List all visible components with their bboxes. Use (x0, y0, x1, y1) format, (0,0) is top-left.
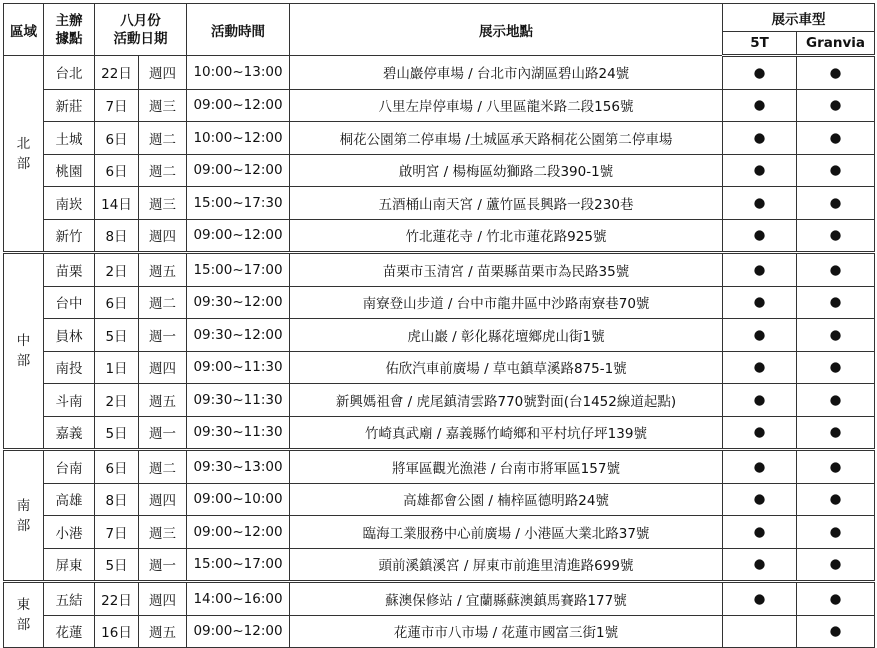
region-header: 區域 (4, 4, 44, 56)
site-cell: 新竹 (44, 219, 95, 253)
region-cell (4, 253, 44, 450)
time-cell: 09:30~13:00 (187, 450, 290, 484)
day-cell: 1日 (95, 351, 139, 384)
header-row (4, 4, 875, 32)
table-row (4, 122, 875, 155)
model-5t-cell: ● (723, 56, 797, 90)
location-cell: 將軍區觀光漁港 / 台南市將軍區157號 (290, 450, 723, 484)
site-cell: 南投 (44, 351, 95, 384)
day-cell: 7日 (95, 89, 139, 122)
site-cell: 新莊 (44, 89, 95, 122)
model-5t-cell: ● (723, 582, 797, 616)
table-row (4, 154, 875, 187)
organizer-header-line2: 據點 (55, 30, 83, 47)
weekday-cell: 週四 (139, 351, 187, 384)
day-cell: 22日 (95, 582, 139, 616)
table-row (4, 450, 875, 484)
schedule-body (4, 56, 875, 648)
weekday-cell: 週四 (139, 582, 187, 616)
models-header: 展示車型 (723, 4, 875, 32)
weekday-cell: 週二 (139, 450, 187, 484)
time-cell: 10:00~13:00 (187, 56, 290, 90)
table-row (4, 253, 875, 287)
time-cell: 09:00~12:00 (187, 219, 290, 253)
location-cell: 虎山巖 / 彰化縣花壇鄉虎山街1號 (290, 319, 723, 352)
month-header-line2: 活動日期 (113, 30, 168, 47)
model-granvia-cell: ● (797, 384, 875, 417)
time-cell: 09:00~12:00 (187, 154, 290, 187)
time-cell: 10:00~12:00 (187, 122, 290, 155)
weekday-cell: 週四 (139, 483, 187, 516)
location-cell: 新興媽祖會 / 虎尾鎮清雲路770號對面(台1452線道起點) (290, 384, 723, 417)
site-cell: 五結 (44, 582, 95, 616)
table-row (4, 319, 875, 352)
time-cell: 09:30~12:00 (187, 286, 290, 319)
day-cell: 2日 (95, 384, 139, 417)
location-cell: 桐花公園第二停車場 /土城區承天路桐花公園第二停車場 (290, 122, 723, 155)
time-cell: 15:00~17:30 (187, 187, 290, 220)
table-row (4, 89, 875, 122)
time-cell: 09:30~12:00 (187, 319, 290, 352)
time-cell: 09:00~11:30 (187, 351, 290, 384)
day-cell: 7日 (95, 516, 139, 549)
table-row (4, 615, 875, 648)
model-granvia-header: Granvia (797, 32, 875, 56)
weekday-cell: 週一 (139, 319, 187, 352)
model-5t-cell: ● (723, 548, 797, 582)
location-cell: 八里左岸停車場 / 八里區龍米路二段156號 (290, 89, 723, 122)
site-cell: 台中 (44, 286, 95, 319)
location-cell: 竹崎真武廟 / 嘉義縣竹崎鄉和平村坑仔坪139號 (290, 416, 723, 450)
model-granvia-cell: ● (797, 483, 875, 516)
time-cell: 14:00~16:00 (187, 582, 290, 616)
model-5t-cell: ● (723, 154, 797, 187)
model-5t-cell (723, 615, 797, 648)
model-granvia-cell: ● (797, 548, 875, 582)
weekday-cell: 週五 (139, 384, 187, 417)
weekday-cell: 週四 (139, 219, 187, 253)
table-row (4, 384, 875, 417)
model-5t-cell: ● (723, 384, 797, 417)
location-cell: 五酒桶山南天宮 / 蘆竹區長興路一段230巷 (290, 187, 723, 220)
month-header-line1: 八月份 (120, 12, 161, 29)
organizer-header-line1: 主辦 (55, 12, 83, 29)
location-header: 展示地點 (290, 4, 723, 56)
weekday-cell: 週一 (139, 416, 187, 450)
weekday-cell: 週四 (139, 56, 187, 90)
day-cell: 5日 (95, 319, 139, 352)
time-cell: 09:30~11:30 (187, 384, 290, 417)
site-cell: 嘉義 (44, 416, 95, 450)
table-row (4, 548, 875, 582)
model-granvia-cell: ● (797, 416, 875, 450)
model-granvia-cell: ● (797, 219, 875, 253)
time-cell: 15:00~17:00 (187, 548, 290, 582)
time-cell: 09:00~12:00 (187, 516, 290, 549)
weekday-cell: 週五 (139, 253, 187, 287)
region-char: 南 (16, 497, 31, 514)
model-5t-cell: ● (723, 219, 797, 253)
model-granvia-cell: ● (797, 516, 875, 549)
model-granvia-cell: ● (797, 154, 875, 187)
model-granvia-cell: ● (797, 122, 875, 155)
model-5t-header: 5T (723, 32, 797, 56)
day-cell: 8日 (95, 219, 139, 253)
site-cell: 台南 (44, 450, 95, 484)
time-cell: 09:00~12:00 (187, 615, 290, 648)
organizer-header (44, 4, 95, 56)
day-cell: 6日 (95, 122, 139, 155)
site-cell: 南崁 (44, 187, 95, 220)
region-cell (4, 582, 44, 648)
model-granvia-cell: ● (797, 450, 875, 484)
model-granvia-cell: ● (797, 89, 875, 122)
region-char: 北 (16, 135, 31, 152)
model-granvia-cell: ● (797, 582, 875, 616)
site-cell: 土城 (44, 122, 95, 155)
site-cell: 台北 (44, 56, 95, 90)
model-5t-cell: ● (723, 286, 797, 319)
site-cell: 斗南 (44, 384, 95, 417)
site-cell: 花蓮 (44, 615, 95, 648)
model-5t-cell: ● (723, 253, 797, 287)
weekday-cell: 週三 (139, 187, 187, 220)
location-cell: 苗栗市玉清宮 / 苗栗縣苗栗市為民路35號 (290, 253, 723, 287)
site-cell: 高雄 (44, 483, 95, 516)
location-cell: 臨海工業服務中心前廣場 / 小港區大業北路37號 (290, 516, 723, 549)
site-cell: 員林 (44, 319, 95, 352)
model-5t-cell: ● (723, 187, 797, 220)
time-cell: 15:00~17:00 (187, 253, 290, 287)
time-header: 活動時間 (187, 4, 290, 56)
table-row (4, 582, 875, 616)
location-cell: 竹北蓮花寺 / 竹北市蓮花路925號 (290, 219, 723, 253)
site-cell: 屏東 (44, 548, 95, 582)
weekday-cell: 週一 (139, 548, 187, 582)
day-cell: 22日 (95, 56, 139, 90)
region-char: 部 (16, 353, 31, 369)
model-5t-cell: ● (723, 450, 797, 484)
weekday-cell: 週二 (139, 286, 187, 319)
table-row (4, 56, 875, 90)
location-cell: 南寮登山步道 / 台中市龍井區中沙路南寮巷70號 (290, 286, 723, 319)
weekday-cell: 週二 (139, 122, 187, 155)
day-cell: 14日 (95, 187, 139, 220)
model-granvia-cell: ● (797, 56, 875, 90)
model-granvia-cell: ● (797, 615, 875, 648)
location-cell: 蘇澳保修站 / 宜蘭縣蘇澳鎮馬賽路177號 (290, 582, 723, 616)
day-cell: 2日 (95, 253, 139, 287)
model-granvia-cell: ● (797, 187, 875, 220)
weekday-cell: 週二 (139, 154, 187, 187)
month-date-header (95, 4, 187, 56)
model-granvia-cell: ● (797, 351, 875, 384)
day-cell: 6日 (95, 450, 139, 484)
day-cell: 5日 (95, 416, 139, 450)
time-cell: 09:00~10:00 (187, 483, 290, 516)
site-cell: 苗栗 (44, 253, 95, 287)
model-5t-cell: ● (723, 483, 797, 516)
weekday-cell: 週五 (139, 615, 187, 648)
table-row (4, 286, 875, 319)
location-cell: 佑欣汽車前廣場 / 草屯鎮草溪路875-1號 (290, 351, 723, 384)
table-row (4, 516, 875, 549)
region-cell (4, 450, 44, 582)
location-cell: 花蓮市市八市場 / 花蓮市國富三街1號 (290, 615, 723, 648)
model-granvia-cell: ● (797, 286, 875, 319)
day-cell: 6日 (95, 286, 139, 319)
table-row (4, 219, 875, 253)
table-row (4, 483, 875, 516)
model-5t-cell: ● (723, 416, 797, 450)
day-cell: 5日 (95, 548, 139, 582)
region-char: 東 (16, 597, 31, 613)
region-char: 部 (16, 517, 31, 534)
region-cell (4, 56, 44, 253)
location-cell: 啟明宮 / 楊梅區幼獅路二段390-1號 (290, 154, 723, 187)
day-cell: 8日 (95, 483, 139, 516)
weekday-cell: 週三 (139, 89, 187, 122)
model-5t-cell: ● (723, 516, 797, 549)
model-granvia-cell: ● (797, 253, 875, 287)
time-cell: 09:00~12:00 (187, 89, 290, 122)
weekday-cell: 週三 (139, 516, 187, 549)
region-char: 部 (16, 155, 31, 172)
site-cell: 小港 (44, 516, 95, 549)
region-char: 部 (16, 617, 31, 633)
location-cell: 頭前溪鎮溪宮 / 屏東市前進里清進路699號 (290, 548, 723, 582)
model-granvia-cell: ● (797, 319, 875, 352)
time-cell: 09:30~11:30 (187, 416, 290, 450)
model-5t-cell: ● (723, 122, 797, 155)
location-cell: 高雄都會公園 / 楠梓區德明路24號 (290, 483, 723, 516)
table-row (4, 187, 875, 220)
day-cell: 6日 (95, 154, 139, 187)
table-row (4, 416, 875, 450)
model-5t-cell: ● (723, 319, 797, 352)
model-5t-cell: ● (723, 89, 797, 122)
day-cell: 16日 (95, 615, 139, 648)
table-row (4, 351, 875, 384)
region-char: 中 (16, 333, 31, 349)
model-5t-cell: ● (723, 351, 797, 384)
event-schedule-table (3, 3, 875, 648)
location-cell: 碧山巖停車場 / 台北市內湖區碧山路24號 (290, 56, 723, 90)
site-cell: 桃園 (44, 154, 95, 187)
